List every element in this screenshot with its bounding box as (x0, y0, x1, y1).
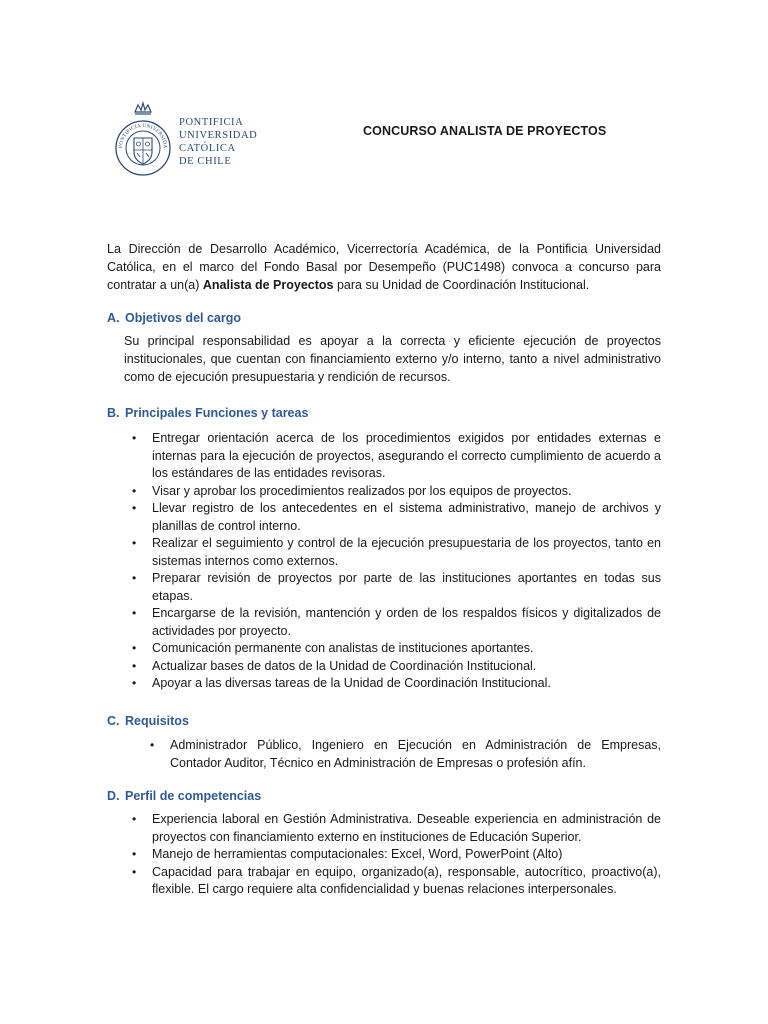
list-item: • Apoyar a las diversas tareas de la Unidad de Coordinación Institucional. (124, 675, 661, 693)
section-b-heading (107, 406, 308, 420)
functions-list (124, 430, 661, 693)
document-title: CONCURSO ANALISTA DE PROYECTOS (363, 124, 607, 138)
list-item: • Realizar el seguimiento y control de la ejecución presupuestaria de los proyectos, tanto en sistemas internos como externos. (124, 535, 661, 570)
university-name (179, 116, 257, 168)
logo-line: CATÓLICA (179, 143, 236, 154)
logo-line: DE CHILE (179, 156, 232, 167)
logo-line: PONTIFICIA (179, 117, 244, 128)
list-item: • Encargarse de la revisión, mantención y orden de los respaldos físicos y digitalizados de actividades por proyecto. (124, 605, 661, 640)
section-title: Requisitos (125, 714, 189, 728)
section-d-heading (107, 789, 261, 803)
list-item: • Preparar revisión de proyectos por parte de las instituciones aportantes en todas sus etapas. (124, 570, 661, 605)
university-logo (113, 100, 257, 184)
list-item: • Comunicación permanente con analistas de instituciones aportantes. (124, 640, 661, 658)
svg-text:PONTIFICIA UNIVERSIDAD CATOLIC: PONTIFICIA UNIVERSIDA (117, 122, 169, 149)
list-item: • Capacidad para trabajar en equipo, organizado(a), responsable, autocrítico, proactivo(a), flexible. El cargo requiere alta confidencialidad y buenas relaciones interpersonales. (124, 864, 661, 899)
section-letter: C. (107, 714, 120, 728)
list-item: • Entregar orientación acerca de los procedimientos exigidos por entidades externas e internas para la ejecución de proyectos, asegurando el correcto cumplimiento de acuerdo a los estándares de las entidades revisoras. (124, 430, 661, 483)
section-c-heading (107, 714, 189, 728)
list-item: • Llevar registro de los antecedentes en el sistema administrativo, manejo de archivos y planillas de control interno. (124, 500, 661, 535)
section-letter: B. (107, 406, 120, 420)
list-item: • Actualizar bases de datos de la Unidad de Coordinación Institucional. (124, 658, 661, 676)
intro-text-end: para su Unidad de Coordinación Institucional. (333, 278, 590, 292)
section-letter: D. (107, 789, 120, 803)
intro-text: La Dirección de Desarrollo Académico, Vicerrectoría Académica, de la Pontificia Universidad Católica, en el marco del Fondo Basal por Desempeño (PUC1498) convoca a concurso para contratar a un(a) (107, 242, 661, 292)
logo-line: UNIVERSIDAD (179, 130, 258, 141)
section-a-paragraph: Su principal responsabilidad es apoyar a la correcta y eficiente ejecución de proyectos institucionales, que cuentan con financiamiento externo y/o interno, tanto a nivel administrativo como de ejecución presupuestaria y rendición de recursos. (124, 334, 661, 384)
competencies-list (124, 811, 661, 899)
section-letter: A. (107, 311, 120, 325)
section-a-heading (107, 311, 241, 325)
university-seal-icon (113, 100, 173, 184)
requirements-list (142, 737, 661, 772)
section-title: Perfil de competencias (125, 789, 262, 803)
intro-paragraph (107, 240, 661, 294)
section-title: Principales Funciones y tareas (125, 406, 309, 420)
list-item: • Visar y aprobar los procedimientos realizados por los equipos de proyectos. (124, 483, 661, 501)
list-item: • Administrador Público, Ingeniero en Ejecución en Administración de Empresas, Contador Auditor, Técnico en Administración de Empresas o profesión afín. (142, 737, 661, 772)
list-item: • Manejo de herramientas computacionales: Excel, Word, PowerPoint (Alto) (124, 846, 661, 864)
section-title: Objetivos del cargo (125, 311, 242, 325)
intro-bold-role: Analista de Proyectos (202, 278, 334, 292)
list-item: • Experiencia laboral en Gestión Administrativa. Deseable experiencia en administración de proyectos con financiamiento externo en instituciones de Educación Superior. (124, 811, 661, 846)
